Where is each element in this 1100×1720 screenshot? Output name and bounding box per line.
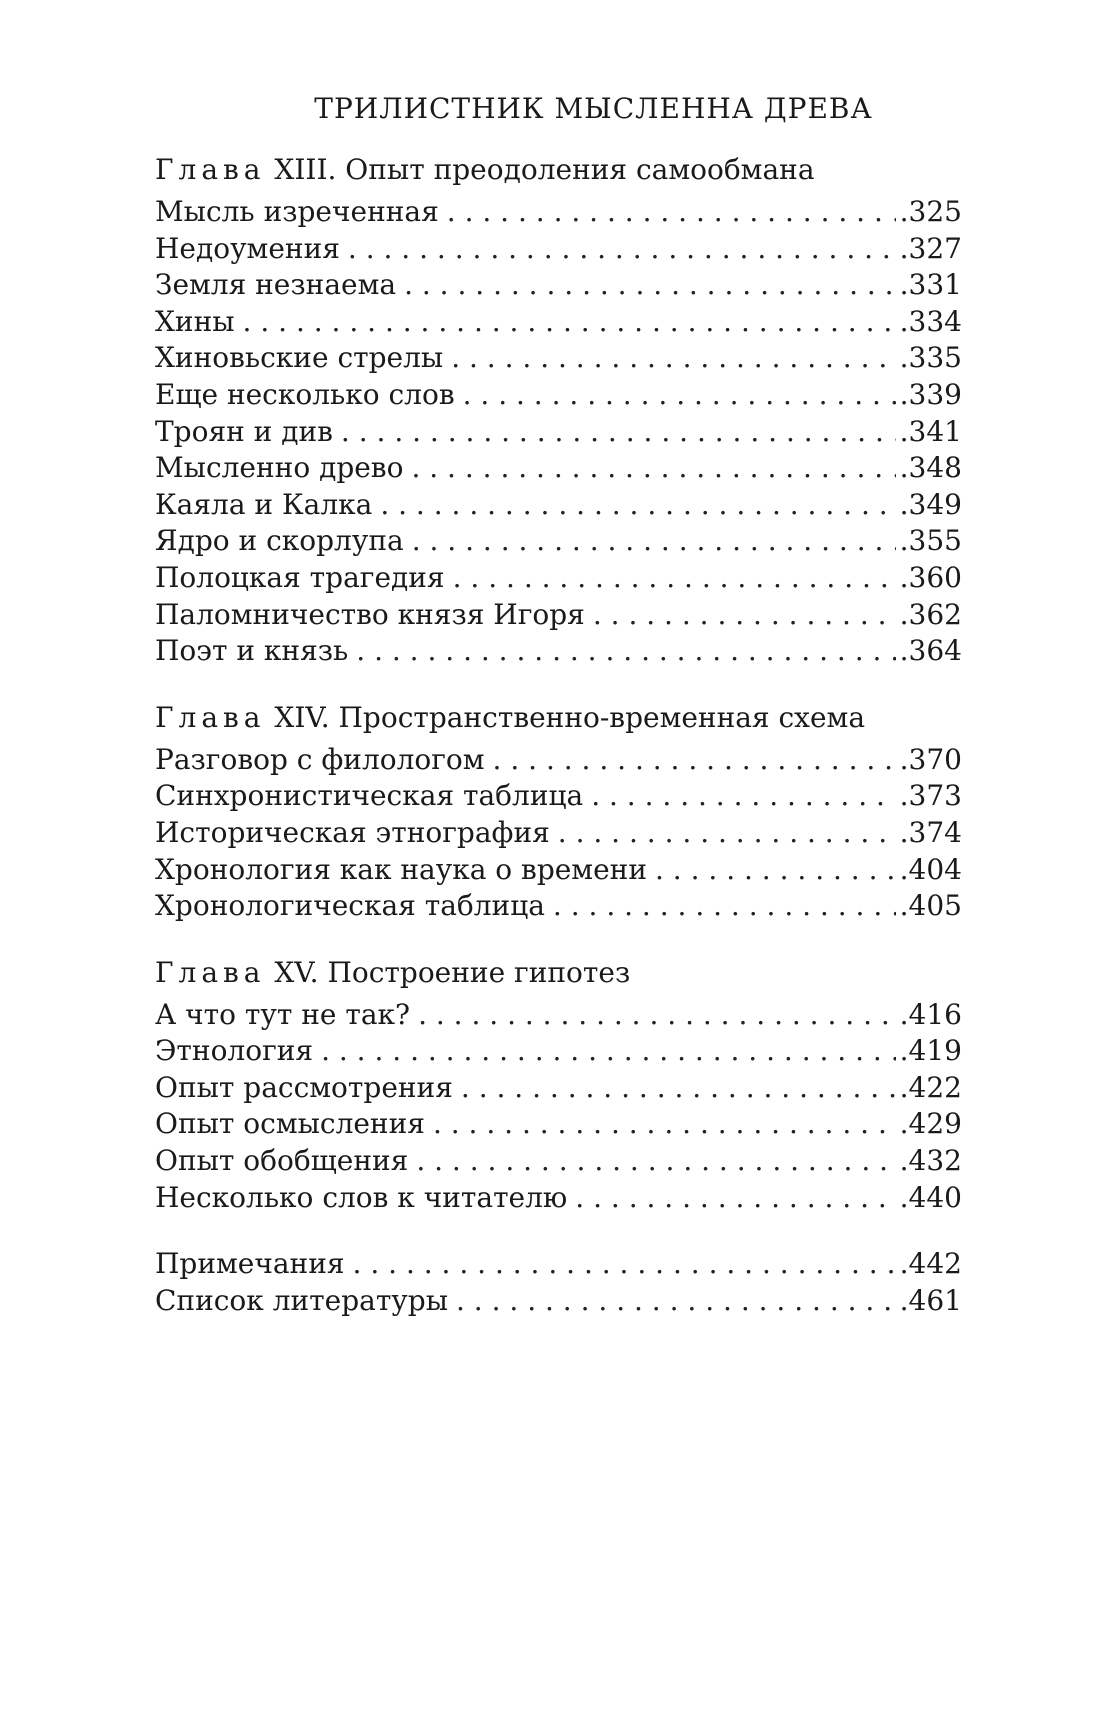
toc-entry (155, 523, 962, 560)
entry-page-number: .440 (899, 1180, 962, 1214)
dot-leader (451, 340, 895, 377)
dot-leader (453, 560, 896, 597)
entry-page-number: .442 (899, 1247, 962, 1281)
appendix-section (155, 1246, 962, 1319)
entry-title: Хины (155, 304, 235, 338)
toc-entry (155, 815, 962, 852)
toc-entry (155, 450, 962, 487)
entry-page-number: .405 (899, 889, 962, 923)
entry-page-number: .341 (899, 414, 962, 448)
toc-page (155, 90, 962, 1319)
toc-entry (155, 1180, 962, 1217)
dot-leader (655, 852, 896, 889)
chapter-label: Глава (155, 153, 266, 186)
entry-page-number: .373 (899, 779, 962, 813)
entry-page-number: .348 (899, 451, 962, 485)
entry-page-number: .461 (899, 1283, 962, 1317)
entry-title: Синхронистическая таблица (155, 779, 584, 813)
entry-page-number: .355 (899, 524, 962, 558)
entry-title: Паломничество князя Игоря (155, 597, 585, 631)
entry-title: Разговор с филологом (155, 742, 485, 776)
entry-title: А что тут не так? (155, 997, 411, 1031)
entry-title: Поэт и князь (155, 634, 349, 668)
toc-entry (155, 340, 962, 377)
entry-title: Мысль изреченная (155, 195, 439, 228)
toc-entry (155, 633, 962, 670)
entry-page-number: .339 (899, 377, 962, 411)
dot-leader (558, 815, 896, 852)
entry-title: Хиновьские стрелы (155, 341, 444, 375)
dot-leader (412, 523, 896, 560)
entry-page-number: .349 (899, 487, 962, 521)
entry-title: Каяла и Калка (155, 487, 373, 521)
toc-entry (155, 194, 962, 231)
chapter-title: XIV. Пространственно-временная схема (274, 700, 866, 734)
entry-page-number: .404 (899, 852, 962, 886)
entry-page-number: .327 (899, 231, 962, 265)
chapter-label: Глава (155, 700, 266, 734)
dot-leader (356, 633, 895, 670)
chapter-section (155, 152, 962, 670)
dot-leader (593, 597, 896, 634)
dot-leader (447, 194, 896, 231)
dot-leader (463, 377, 896, 414)
entry-title: Хронология как наука о времени (155, 852, 647, 886)
entry-title: Полоцкая трагедия (155, 560, 445, 594)
entry-page-number: .429 (899, 1107, 962, 1141)
toc-entry (155, 1070, 962, 1107)
toc-entry (155, 487, 962, 524)
entry-title: Еще несколько слов (155, 377, 455, 411)
dot-leader (553, 888, 896, 925)
chapter-heading (155, 955, 962, 991)
toc-entry-appendix (155, 1283, 962, 1320)
running-head: ТРИЛИСТНИК МЫСЛЕННА ДРЕВА (314, 92, 873, 125)
entry-page-number: .419 (899, 1034, 962, 1068)
toc-entry (155, 852, 962, 889)
toc-entry (155, 267, 962, 304)
dot-leader (433, 1106, 896, 1143)
toc-entry (155, 304, 962, 341)
dot-leader (411, 450, 895, 487)
chapter-heading (155, 700, 962, 736)
toc-entry (155, 1106, 962, 1143)
entry-title: Ядро и скорлупа (155, 524, 404, 558)
dot-leader (341, 414, 896, 451)
entry-title: Недоумения (155, 231, 340, 265)
dot-leader (418, 997, 896, 1034)
dot-leader (404, 267, 896, 304)
entry-page-number: .331 (899, 268, 962, 302)
dot-leader (353, 1246, 896, 1283)
dot-leader (321, 1033, 896, 1070)
entry-title: Список литературы (155, 1283, 448, 1317)
chapter-heading (155, 152, 962, 188)
entry-title: Опыт рассмотрения (155, 1070, 453, 1104)
entry-page-number: .325 (899, 195, 962, 228)
entry-page-number: .432 (899, 1144, 962, 1178)
dot-leader (243, 304, 896, 341)
toc-entry (155, 997, 962, 1034)
entry-title: Земля незнаема (155, 268, 397, 302)
toc-entry (155, 377, 962, 414)
toc-entry-appendix (155, 1246, 962, 1283)
entry-page-number: .374 (899, 815, 962, 849)
dot-leader (348, 231, 896, 268)
table-of-contents (155, 152, 962, 1216)
chapter-section (155, 700, 962, 925)
entry-title: Троян и див (155, 414, 333, 448)
toc-entry (155, 1033, 962, 1070)
chapter-title: XIII. Опыт преодоления самообмана (274, 153, 815, 186)
toc-entry (155, 560, 962, 597)
dot-leader (575, 1180, 895, 1217)
entry-title: Несколько слов к читателю (155, 1180, 568, 1214)
dot-leader (456, 1283, 896, 1320)
entry-title: Опыт обобщения (155, 1144, 409, 1178)
toc-entry (155, 231, 962, 268)
entry-page-number: .360 (899, 560, 962, 594)
entry-title: Этнология (155, 1034, 314, 1068)
entry-title: Хронологическая таблица (155, 889, 545, 923)
dot-leader (380, 487, 895, 524)
entry-page-number: .335 (899, 341, 962, 375)
entry-title: Примечания (155, 1247, 345, 1281)
entry-title: Опыт осмысления (155, 1107, 425, 1141)
chapter-title: XV. Построение гипотез (274, 955, 631, 989)
toc-entry (155, 597, 962, 634)
entry-page-number: .416 (899, 997, 962, 1031)
toc-entry (155, 778, 962, 815)
entry-title: Историческая этнография (155, 815, 550, 849)
dot-leader (416, 1143, 895, 1180)
dot-leader (493, 742, 896, 779)
entry-page-number: .422 (899, 1070, 962, 1104)
entry-page-number: .334 (899, 304, 962, 338)
entry-page-number: .364 (899, 634, 962, 668)
dot-leader (591, 778, 895, 815)
entry-title: Мысленно древо (155, 451, 404, 485)
toc-entry (155, 1143, 962, 1180)
dot-leader (461, 1070, 896, 1107)
chapter-section (155, 955, 962, 1217)
toc-entry (155, 414, 962, 451)
toc-entry (155, 742, 962, 779)
toc-entry (155, 888, 962, 925)
entry-page-number: .370 (899, 742, 962, 776)
chapter-label: Глава (155, 955, 266, 989)
entry-page-number: .362 (899, 597, 962, 631)
